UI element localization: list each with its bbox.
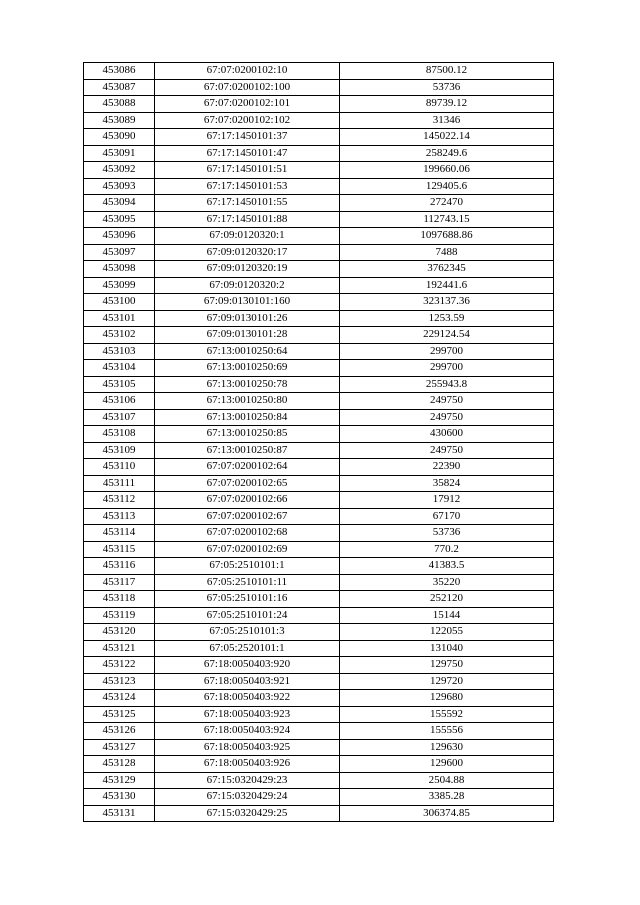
- table-row: [84, 376, 554, 393]
- value-cell: 249750: [340, 393, 554, 410]
- cadastral-number-cell: 67:09:0130101:26: [155, 310, 340, 327]
- row-number-cell: 453090: [84, 129, 155, 146]
- value-cell: 258249.6: [340, 145, 554, 162]
- value-cell: 3385.28: [340, 789, 554, 806]
- cadastral-number-cell: 67:18:0050403:920: [155, 657, 340, 674]
- cadastral-number-cell: 67:05:2510101:16: [155, 591, 340, 608]
- row-number-cell: 453087: [84, 79, 155, 96]
- row-number-cell: 453122: [84, 657, 155, 674]
- row-number-cell: 453088: [84, 96, 155, 113]
- cadastral-number-cell: 67:13:0010250:87: [155, 442, 340, 459]
- value-cell: 87500.12: [340, 63, 554, 80]
- cadastral-number-cell: 67:13:0010250:69: [155, 360, 340, 377]
- cadastral-value-table: [83, 62, 554, 822]
- row-number-cell: 453127: [84, 739, 155, 756]
- table-row: [84, 558, 554, 575]
- cadastral-number-cell: 67:09:0130101:28: [155, 327, 340, 344]
- cadastral-number-cell: 67:18:0050403:924: [155, 723, 340, 740]
- table-row: [84, 409, 554, 426]
- cadastral-number-cell: 67:15:0320429:25: [155, 805, 340, 822]
- row-number-cell: 453103: [84, 343, 155, 360]
- table-row: [84, 739, 554, 756]
- value-cell: 17912: [340, 492, 554, 509]
- cadastral-number-cell: 67:13:0010250:84: [155, 409, 340, 426]
- value-cell: 129405.6: [340, 178, 554, 195]
- value-cell: 129750: [340, 657, 554, 674]
- cadastral-number-cell: 67:09:0120320:2: [155, 277, 340, 294]
- table-row: [84, 442, 554, 459]
- row-number-cell: 453108: [84, 426, 155, 443]
- row-number-cell: 453086: [84, 63, 155, 80]
- table-row: [84, 574, 554, 591]
- table-row: [84, 211, 554, 228]
- value-cell: 249750: [340, 409, 554, 426]
- row-number-cell: 453115: [84, 541, 155, 558]
- table-body: [84, 63, 554, 822]
- cadastral-number-cell: 67:18:0050403:921: [155, 673, 340, 690]
- value-cell: 155592: [340, 706, 554, 723]
- cadastral-number-cell: 67:17:1450101:51: [155, 162, 340, 179]
- table-row: [84, 327, 554, 344]
- table-row: [84, 426, 554, 443]
- value-cell: 131040: [340, 640, 554, 657]
- row-number-cell: 453120: [84, 624, 155, 641]
- cadastral-number-cell: 67:18:0050403:926: [155, 756, 340, 773]
- table-row: [84, 690, 554, 707]
- table-row: [84, 360, 554, 377]
- table-row: [84, 393, 554, 410]
- value-cell: 129680: [340, 690, 554, 707]
- value-cell: 129600: [340, 756, 554, 773]
- table-row: [84, 756, 554, 773]
- cadastral-number-cell: 67:13:0010250:85: [155, 426, 340, 443]
- value-cell: 89739.12: [340, 96, 554, 113]
- value-cell: 1253.59: [340, 310, 554, 327]
- value-cell: 323137.36: [340, 294, 554, 311]
- row-number-cell: 453128: [84, 756, 155, 773]
- value-cell: 306374.85: [340, 805, 554, 822]
- value-cell: 3762345: [340, 261, 554, 278]
- table-row: [84, 805, 554, 822]
- table-row: [84, 459, 554, 476]
- cadastral-number-cell: 67:07:0200102:100: [155, 79, 340, 96]
- row-number-cell: 453111: [84, 475, 155, 492]
- row-number-cell: 453093: [84, 178, 155, 195]
- cadastral-number-cell: 67:07:0200102:69: [155, 541, 340, 558]
- cadastral-number-cell: 67:15:0320429:24: [155, 789, 340, 806]
- value-cell: 192441.6: [340, 277, 554, 294]
- cadastral-number-cell: 67:07:0200102:101: [155, 96, 340, 113]
- table-row: [84, 607, 554, 624]
- cadastral-number-cell: 67:07:0200102:65: [155, 475, 340, 492]
- value-cell: 199660.06: [340, 162, 554, 179]
- table-row: [84, 492, 554, 509]
- table-row: [84, 63, 554, 80]
- cadastral-number-cell: 67:17:1450101:53: [155, 178, 340, 195]
- value-cell: 145022.14: [340, 129, 554, 146]
- cadastral-number-cell: 67:17:1450101:37: [155, 129, 340, 146]
- cadastral-number-cell: 67:18:0050403:922: [155, 690, 340, 707]
- cadastral-number-cell: 67:05:2510101:3: [155, 624, 340, 641]
- row-number-cell: 453097: [84, 244, 155, 261]
- cadastral-number-cell: 67:07:0200102:67: [155, 508, 340, 525]
- table-row: [84, 475, 554, 492]
- row-number-cell: 453126: [84, 723, 155, 740]
- table-row: [84, 640, 554, 657]
- value-cell: 35220: [340, 574, 554, 591]
- row-number-cell: 453105: [84, 376, 155, 393]
- value-cell: 430600: [340, 426, 554, 443]
- value-cell: 41383.5: [340, 558, 554, 575]
- row-number-cell: 453102: [84, 327, 155, 344]
- cadastral-number-cell: 67:09:0120320:1: [155, 228, 340, 245]
- cadastral-number-cell: 67:09:0120320:17: [155, 244, 340, 261]
- table-row: [84, 789, 554, 806]
- row-number-cell: 453099: [84, 277, 155, 294]
- row-number-cell: 453131: [84, 805, 155, 822]
- table-row: [84, 162, 554, 179]
- row-number-cell: 453098: [84, 261, 155, 278]
- cadastral-number-cell: 67:15:0320429:23: [155, 772, 340, 789]
- table-row: [84, 244, 554, 261]
- row-number-cell: 453094: [84, 195, 155, 212]
- table-row: [84, 723, 554, 740]
- value-cell: 7488: [340, 244, 554, 261]
- value-cell: 129720: [340, 673, 554, 690]
- row-number-cell: 453106: [84, 393, 155, 410]
- value-cell: 155556: [340, 723, 554, 740]
- table-row: [84, 624, 554, 641]
- table-row: [84, 228, 554, 245]
- row-number-cell: 453121: [84, 640, 155, 657]
- table-row: [84, 178, 554, 195]
- row-number-cell: 453114: [84, 525, 155, 542]
- table-row: [84, 277, 554, 294]
- cadastral-number-cell: 67:07:0200102:64: [155, 459, 340, 476]
- cadastral-number-cell: 67:07:0200102:10: [155, 63, 340, 80]
- value-cell: 35824: [340, 475, 554, 492]
- value-cell: 252120: [340, 591, 554, 608]
- row-number-cell: 453095: [84, 211, 155, 228]
- cadastral-number-cell: 67:17:1450101:47: [155, 145, 340, 162]
- value-cell: 229124.54: [340, 327, 554, 344]
- table-row: [84, 673, 554, 690]
- value-cell: 299700: [340, 343, 554, 360]
- row-number-cell: 453100: [84, 294, 155, 311]
- value-cell: 122055: [340, 624, 554, 641]
- row-number-cell: 453117: [84, 574, 155, 591]
- cadastral-number-cell: 67:17:1450101:88: [155, 211, 340, 228]
- row-number-cell: 453130: [84, 789, 155, 806]
- table-row: [84, 591, 554, 608]
- cadastral-number-cell: 67:13:0010250:64: [155, 343, 340, 360]
- row-number-cell: 453107: [84, 409, 155, 426]
- value-cell: 1097688.86: [340, 228, 554, 245]
- table-row: [84, 657, 554, 674]
- row-number-cell: 453129: [84, 772, 155, 789]
- row-number-cell: 453124: [84, 690, 155, 707]
- row-number-cell: 453113: [84, 508, 155, 525]
- cadastral-number-cell: 67:17:1450101:55: [155, 195, 340, 212]
- row-number-cell: 453116: [84, 558, 155, 575]
- cadastral-number-cell: 67:07:0200102:66: [155, 492, 340, 509]
- value-cell: 112743.15: [340, 211, 554, 228]
- value-cell: 249750: [340, 442, 554, 459]
- cadastral-number-cell: 67:05:2510101:1: [155, 558, 340, 575]
- table-row: [84, 145, 554, 162]
- cadastral-number-cell: 67:07:0200102:68: [155, 525, 340, 542]
- row-number-cell: 453109: [84, 442, 155, 459]
- row-number-cell: 453089: [84, 112, 155, 129]
- value-cell: 31346: [340, 112, 554, 129]
- table-row: [84, 772, 554, 789]
- cadastral-number-cell: 67:18:0050403:925: [155, 739, 340, 756]
- row-number-cell: 453125: [84, 706, 155, 723]
- cadastral-number-cell: 67:09:0130101:160: [155, 294, 340, 311]
- value-cell: 770.2: [340, 541, 554, 558]
- row-number-cell: 453119: [84, 607, 155, 624]
- table-row: [84, 294, 554, 311]
- table-row: [84, 96, 554, 113]
- cadastral-number-cell: 67:09:0120320:19: [155, 261, 340, 278]
- value-cell: 272470: [340, 195, 554, 212]
- value-cell: 53736: [340, 79, 554, 96]
- table-row: [84, 195, 554, 212]
- table-row: [84, 525, 554, 542]
- row-number-cell: 453118: [84, 591, 155, 608]
- table-row: [84, 261, 554, 278]
- table-row: [84, 343, 554, 360]
- table-row: [84, 310, 554, 327]
- cadastral-number-cell: 67:05:2510101:11: [155, 574, 340, 591]
- row-number-cell: 453123: [84, 673, 155, 690]
- value-cell: 22390: [340, 459, 554, 476]
- table-row: [84, 706, 554, 723]
- value-cell: 255943.8: [340, 376, 554, 393]
- value-cell: 2504.88: [340, 772, 554, 789]
- cadastral-number-cell: 67:05:2520101:1: [155, 640, 340, 657]
- table-row: [84, 112, 554, 129]
- value-cell: 15144: [340, 607, 554, 624]
- table-row: [84, 129, 554, 146]
- table-row: [84, 508, 554, 525]
- cadastral-number-cell: 67:13:0010250:80: [155, 393, 340, 410]
- row-number-cell: 453112: [84, 492, 155, 509]
- row-number-cell: 453104: [84, 360, 155, 377]
- value-cell: 67170: [340, 508, 554, 525]
- row-number-cell: 453096: [84, 228, 155, 245]
- row-number-cell: 453101: [84, 310, 155, 327]
- row-number-cell: 453091: [84, 145, 155, 162]
- table-row: [84, 541, 554, 558]
- cadastral-number-cell: 67:07:0200102:102: [155, 112, 340, 129]
- table-row: [84, 79, 554, 96]
- cadastral-number-cell: 67:18:0050403:923: [155, 706, 340, 723]
- value-cell: 299700: [340, 360, 554, 377]
- cadastral-number-cell: 67:05:2510101:24: [155, 607, 340, 624]
- row-number-cell: 453110: [84, 459, 155, 476]
- row-number-cell: 453092: [84, 162, 155, 179]
- cadastral-number-cell: 67:13:0010250:78: [155, 376, 340, 393]
- value-cell: 129630: [340, 739, 554, 756]
- value-cell: 53736: [340, 525, 554, 542]
